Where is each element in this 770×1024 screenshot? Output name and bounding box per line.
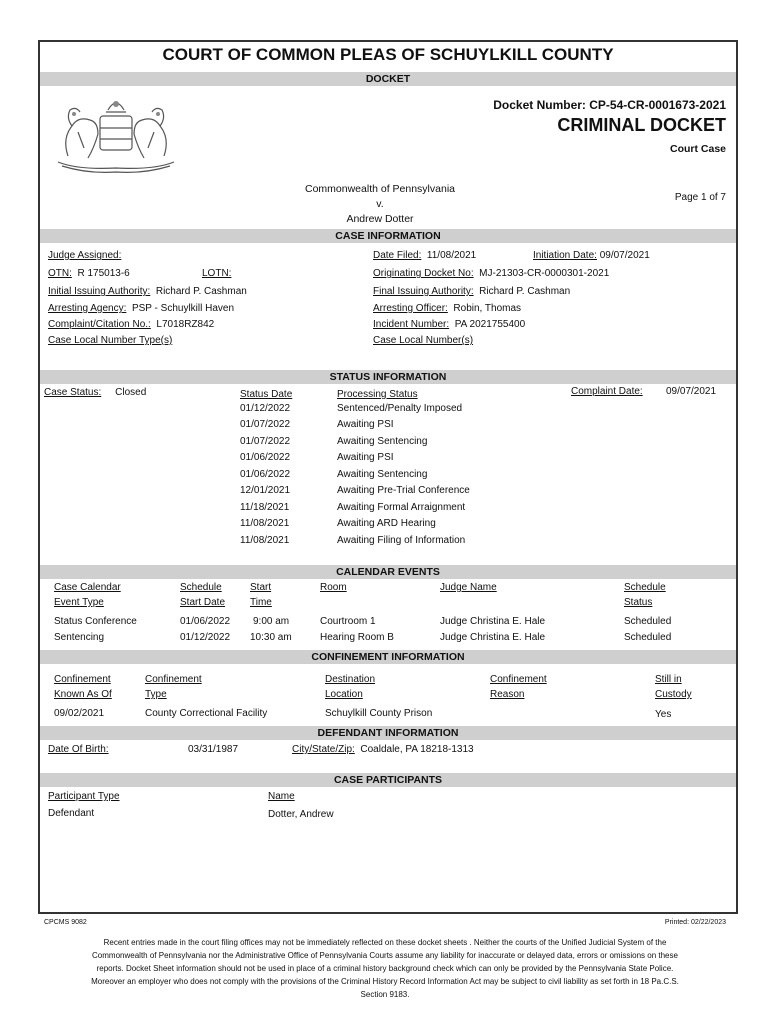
event-judge: Judge Christina E. Hale [440, 632, 546, 643]
schedule-status-header: Status [624, 597, 653, 608]
otn-label: OTN: [48, 268, 72, 279]
status-date: 11/08/2021 [240, 518, 290, 529]
criminal-docket-title: CRIMINAL DOCKET [557, 115, 726, 135]
case-status-row [44, 387, 146, 398]
disclaimer: Recent entries made in the court filing offices may not be immediately reflected on these docket sheets . Neither the courts of the Unified Judicial System of the Commonwealth of Pennsylvania nor the Administrative Office of Pennsylvania Courts assume any liability for inaccurate or delayed data, errors or omissions on these reports. Docket Sheet information should not be used in place of a criminal history background check which can only be provided by the Pennsylvania State Police. Moreover an employer who does not comply with the provisions of the Criminal History Record Information Act may be subject to civil liability as set forth in 18 Pa.C.S. Section 9183. [91, 938, 679, 999]
otn-value: R 175013-6 [77, 268, 130, 279]
arresting-officer-label: Arresting Officer: [373, 303, 448, 314]
status-text: Awaiting ARD Hearing [337, 518, 436, 529]
final-issuing-row [373, 286, 570, 297]
page-indicator: Page 1 of 7 [674, 192, 726, 203]
status-text: Awaiting Formal Arraignment [337, 502, 466, 513]
status-date: 01/07/2022 [240, 419, 291, 430]
confinement-destination: Schuylkill County Prison [325, 708, 433, 719]
city-label: City/State/Zip: [292, 744, 355, 755]
local-number-label: Case Local Number(s) [373, 335, 474, 346]
docket-bar: DOCKET [40, 72, 736, 86]
caption-versus: v. [376, 198, 384, 210]
known-as-of-header: Confinement [54, 674, 111, 685]
complaint-date-label: Complaint Date: [571, 386, 643, 397]
pennsylvania-seal-icon [48, 92, 184, 176]
status-date: 01/12/2022 [240, 403, 291, 414]
reason-header: Confinement [490, 674, 547, 685]
confinement-type: County Correctional Facility [145, 708, 268, 719]
confinement-type-header: Type [145, 689, 167, 700]
start-time-header: Time [250, 597, 272, 608]
incident-row [373, 319, 525, 330]
case-status-label: Case Status: [44, 387, 102, 398]
status-row [240, 403, 290, 414]
event-type-header: Event Type [54, 597, 104, 608]
status-text: Awaiting PSI [337, 419, 394, 430]
event-type: Sentencing [54, 632, 105, 643]
initial-issuing-label: Initial Issuing Authority: [48, 286, 151, 297]
destination-header: Destination [325, 674, 376, 685]
status-date: 11/18/2021 [240, 502, 290, 513]
originating-docket-label: Originating Docket No: [373, 268, 474, 279]
complaint-label: Complaint/Citation No.: [48, 319, 151, 330]
initiation-date-value: 09/07/2021 [599, 250, 650, 261]
event-type-header: Case Calendar [54, 582, 121, 593]
known-as-of-header: Known As Of [54, 689, 112, 700]
custody-header: Still in [655, 674, 682, 685]
confinement-custody: Yes [655, 709, 672, 720]
processing-status-header: Processing Status [337, 389, 418, 400]
complaint-date-value: 09/07/2021 [666, 386, 717, 397]
initiation-date-row [533, 250, 650, 261]
date-filed-row [373, 250, 476, 261]
status-text: Awaiting Filing of Information [337, 535, 466, 546]
status-date-header: Status Date [240, 389, 293, 400]
participant-name: Dotter, Andrew [268, 809, 334, 820]
city-value: Coaldale, PA 18218-1313 [360, 744, 474, 755]
initial-issuing-value: Richard P. Cashman [155, 286, 247, 297]
status-text: Awaiting Pre-Trial Conference [337, 485, 470, 496]
incident-value: PA 2021755400 [454, 319, 526, 330]
status-date: 01/07/2022 [240, 436, 291, 447]
docket-number: Docket Number: CP-54-CR-0001673-2021 [493, 98, 726, 112]
confinement-bar: CONFINEMENT INFORMATION [40, 650, 736, 664]
arresting-agency-value: PSP - Schuylkill Haven [131, 303, 235, 314]
arresting-officer-value: Robin, Thomas [453, 303, 522, 314]
initial-issuing-row [48, 286, 247, 297]
event-judge: Judge Christina E. Hale [440, 616, 546, 627]
status-date: 12/01/2021 [240, 485, 291, 496]
status-text: Awaiting Sentencing [337, 469, 428, 480]
arresting-agency-label: Arresting Agency: [48, 303, 127, 314]
reason-header: Reason [490, 689, 525, 700]
arresting-agency-row [48, 303, 234, 314]
final-issuing-value: Richard P. Cashman [479, 286, 571, 297]
incident-label: Incident Number: [373, 319, 450, 330]
status-information-bar: STATUS INFORMATION [40, 370, 736, 384]
city-row [292, 744, 474, 755]
event-time: 10:30 am [250, 632, 292, 643]
otn-row [48, 268, 130, 279]
case-information-bar: CASE INFORMATION [40, 229, 736, 243]
custody-header: Custody [655, 689, 692, 700]
status-text: Awaiting Sentencing [337, 436, 428, 447]
originating-docket-row [373, 268, 609, 279]
arresting-officer-row [373, 303, 521, 314]
calendar-events-bar: CALENDAR EVENTS [40, 565, 736, 579]
judge-assigned-label: Judge Assigned: [48, 250, 122, 261]
complaint-value: L7018RZ842 [156, 319, 215, 330]
event-date: 01/12/2022 [180, 632, 231, 643]
participant-type-header: Participant Type [48, 791, 120, 802]
status-date: 01/06/2022 [240, 469, 291, 480]
destination-header: Location [325, 689, 363, 700]
form-id: CPCMS 9082 [44, 919, 87, 926]
lotn-label: LOTN: [202, 268, 232, 279]
dob-label: Date Of Birth: [48, 744, 109, 755]
event-type: Status Conference [54, 616, 137, 627]
complaint-row [48, 319, 214, 330]
court-case-label: Court Case [669, 143, 726, 155]
room-header: Room [320, 582, 347, 593]
schedule-status-header: Schedule [624, 582, 666, 593]
initiation-date-label: Initiation Date: [533, 250, 597, 261]
status-text: Awaiting PSI [337, 452, 394, 463]
printed-date: Printed: 02/22/2023 [664, 919, 726, 926]
caption-defendant: Andrew Dotter [346, 213, 414, 225]
participant-name-header: Name [268, 791, 295, 802]
event-status: Scheduled [624, 632, 672, 643]
event-time: 9:00 am [253, 616, 290, 627]
participant-type: Defendant [48, 808, 95, 819]
date-filed-label: Date Filed: [373, 250, 422, 261]
final-issuing-label: Final Issuing Authority: [373, 286, 474, 297]
status-date: 01/06/2022 [240, 452, 291, 463]
start-date-header: Start Date [180, 597, 226, 608]
case-participants-bar: CASE PARTICIPANTS [40, 773, 736, 787]
event-status: Scheduled [624, 616, 672, 627]
originating-docket-value: MJ-21303-CR-0000301-2021 [479, 268, 610, 279]
caption-plaintiff: Commonwealth of Pennsylvania [305, 183, 455, 195]
defendant-information-bar: DEFENDANT INFORMATION [40, 726, 736, 740]
start-date-header: Schedule [180, 582, 222, 593]
status-date: 11/08/2021 [240, 535, 290, 546]
confinement-type-header: Confinement [145, 674, 202, 685]
judge-name-header: Judge Name [440, 582, 497, 593]
date-filed-value: 11/08/2021 [426, 250, 477, 261]
court-title: COURT OF COMMON PLEAS OF SCHUYLKILL COUNTY [162, 45, 614, 64]
status-text: Sentenced/Penalty Imposed [337, 403, 463, 414]
event-room: Hearing Room B [320, 632, 394, 643]
dob-value: 03/31/1987 [188, 744, 239, 755]
local-type-label: Case Local Number Type(s) [48, 335, 173, 346]
case-status-value: Closed [115, 387, 147, 398]
confinement-known: 09/02/2021 [54, 708, 105, 719]
event-room: Courtroom 1 [320, 616, 376, 627]
event-date: 01/06/2022 [180, 616, 231, 627]
start-time-header: Start [250, 582, 272, 593]
